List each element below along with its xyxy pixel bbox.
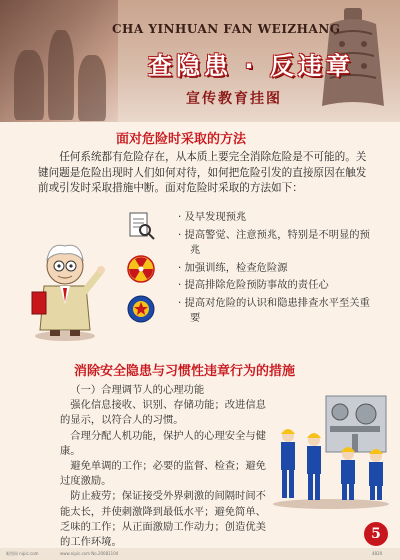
safety-emblem-icon xyxy=(126,294,156,324)
section1-intro: 任何系统都有危险存在，从本质上要完全消除危险是不可能的。关键问题是危险出现时人们如何对待，如何把危险引发的直接原因在触发前或引发时采取措施中断。面对危险时采取的方法如下： xyxy=(38,151,367,194)
poster-title: 查隐患 · 反违章 xyxy=(148,52,354,80)
section1-title: 面对危险时采取的方法 xyxy=(116,132,247,147)
list-item: · 加强训练，检查危险源 xyxy=(178,261,288,274)
list-item: · 及早发现预兆 xyxy=(178,211,247,223)
workers-at-plant-illustration xyxy=(266,392,396,510)
document-magnifier-icon xyxy=(126,211,156,241)
radiation-hazard-icon xyxy=(126,254,156,284)
section2-line: 合理分配人机功能，保护人的心理安全与健康。 xyxy=(60,429,266,457)
professor-pointing-illustration xyxy=(20,232,110,344)
poster-subtitle: 宣传教育挂图 xyxy=(186,91,282,107)
list-item: · 提高警觉、注意预兆，特别是不明显的预兆 xyxy=(178,228,370,256)
section2-line: 强化信息接收、识别、存储功能；改进信息的显示，以符合人的习惯。 xyxy=(60,399,266,427)
section2-title: 消除安全隐患与习惯性违章行为的措施 xyxy=(74,364,296,379)
section2-line: 避免单调的工作；必要的监督、检查；避免过度激励。 xyxy=(60,460,266,488)
list-item: · 提高排除危险预防事故的责任心 xyxy=(178,279,329,291)
section2-body xyxy=(60,383,272,550)
page-number-badge: 5 xyxy=(364,522,388,546)
hazard-methods-list xyxy=(178,210,378,329)
footer-right: 4820 xyxy=(372,551,383,556)
header-banner xyxy=(0,0,400,122)
footer-left: 昵图网 nipic.com xyxy=(6,551,39,556)
footer-middle: www.nipic.com No.20081104 xyxy=(60,551,119,556)
list-item: · 提高对危险的认识和隐患排查水平至关重要 xyxy=(178,296,370,324)
header-pinyin: CHA YINHUAN FAN WEIZHANG xyxy=(112,22,341,36)
section2-heading: （一）合理调节人的心理功能 xyxy=(70,384,205,396)
section2-line: 防止疲劳；保证接受外界刺激的间隔时间不能太长，并使刺激降到最低水平；避免简单、乏味的工作；从正面激励工作动力；创造优美的工作环境。 xyxy=(60,490,266,549)
footer-bar xyxy=(0,548,400,560)
header-firefighters-photo xyxy=(0,0,118,122)
